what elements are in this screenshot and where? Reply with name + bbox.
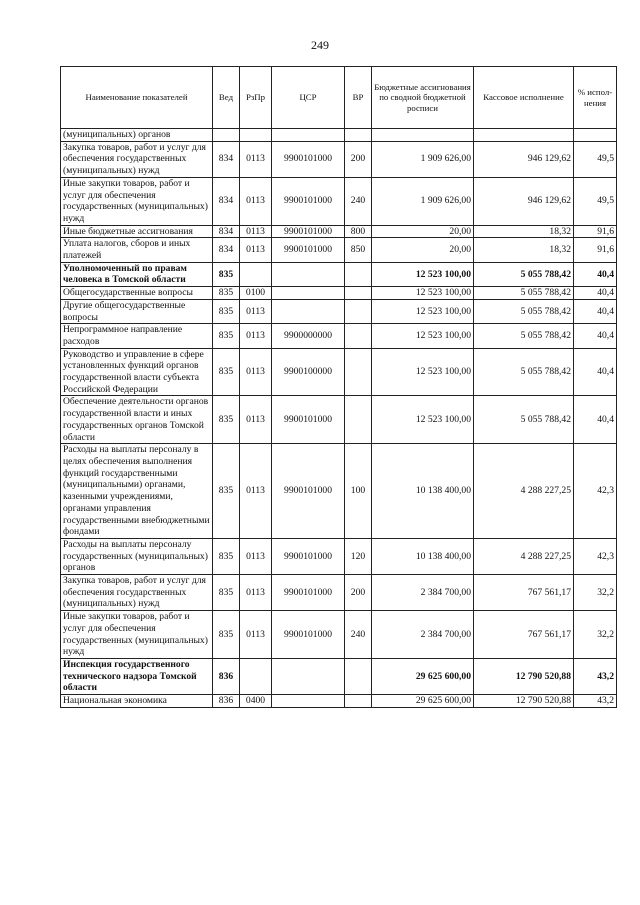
cell-rzpr: 0400 bbox=[240, 695, 272, 708]
cell-ved: 834 bbox=[213, 141, 240, 177]
cell-pct: 42,3 bbox=[574, 538, 617, 574]
cell-name: Национальная экономика bbox=[61, 695, 213, 708]
table-row bbox=[61, 611, 617, 659]
table-row bbox=[61, 575, 617, 611]
cell-cash: 12 790 520,88 bbox=[474, 658, 574, 694]
cell-csr: 9900101000 bbox=[272, 538, 345, 574]
cell-cash: 18,32 bbox=[474, 225, 574, 238]
header-ved: Вед bbox=[213, 67, 240, 129]
cell-cash: 5 055 788,42 bbox=[474, 299, 574, 323]
cell-cash: 5 055 788,42 bbox=[474, 348, 574, 396]
cell-budget: 10 138 400,00 bbox=[372, 444, 474, 539]
cell-rzpr: 0113 bbox=[240, 575, 272, 611]
cell-pct: 40,4 bbox=[574, 262, 617, 286]
cell-vr: 120 bbox=[345, 538, 372, 574]
cell-rzpr bbox=[240, 262, 272, 286]
header-pct: % испол-нения bbox=[574, 67, 617, 129]
cell-name: Общегосударственные вопросы bbox=[61, 287, 213, 300]
cell-rzpr: 0113 bbox=[240, 225, 272, 238]
cell-csr bbox=[272, 262, 345, 286]
cell-name: Иные закупки товаров, работ и услуг для обеспечения государственных (муниципальных) нужд bbox=[61, 611, 213, 659]
cell-ved: 835 bbox=[213, 299, 240, 323]
cell-vr bbox=[345, 658, 372, 694]
cell-vr: 240 bbox=[345, 177, 372, 225]
cell-pct: 42,3 bbox=[574, 444, 617, 539]
cell-rzpr: 0113 bbox=[240, 611, 272, 659]
cell-cash: 946 129,62 bbox=[474, 177, 574, 225]
cell-pct: 40,4 bbox=[574, 396, 617, 444]
cell-csr: 9900101000 bbox=[272, 141, 345, 177]
cell-rzpr bbox=[240, 658, 272, 694]
table-header-row bbox=[61, 67, 617, 129]
cell-name: Уплата налогов, сборов и иных платежей bbox=[61, 238, 213, 262]
cell-ved bbox=[213, 129, 240, 142]
cell-budget: 20,00 bbox=[372, 225, 474, 238]
cell-budget: 20,00 bbox=[372, 238, 474, 262]
cell-csr: 9900101000 bbox=[272, 238, 345, 262]
cell-cash: 5 055 788,42 bbox=[474, 262, 574, 286]
table-row bbox=[61, 396, 617, 444]
cell-budget bbox=[372, 129, 474, 142]
header-name: Наименование показателей bbox=[61, 67, 213, 129]
table-row bbox=[61, 262, 617, 286]
cell-rzpr: 0113 bbox=[240, 348, 272, 396]
cell-pct: 40,4 bbox=[574, 324, 617, 348]
cell-name: Закупка товаров, работ и услуг для обеспечения государственных (муниципальных) нужд bbox=[61, 141, 213, 177]
cell-name: Другие общегосударственные вопросы bbox=[61, 299, 213, 323]
cell-cash: 18,32 bbox=[474, 238, 574, 262]
cell-ved: 835 bbox=[213, 611, 240, 659]
table-row bbox=[61, 225, 617, 238]
cell-pct: 43,2 bbox=[574, 658, 617, 694]
table-row bbox=[61, 348, 617, 396]
cell-csr bbox=[272, 658, 345, 694]
cell-ved: 835 bbox=[213, 262, 240, 286]
cell-budget: 12 523 100,00 bbox=[372, 324, 474, 348]
cell-vr bbox=[345, 695, 372, 708]
cell-ved: 835 bbox=[213, 444, 240, 539]
table-row bbox=[61, 287, 617, 300]
cell-rzpr: 0113 bbox=[240, 396, 272, 444]
cell-ved: 834 bbox=[213, 238, 240, 262]
budget-execution-table bbox=[60, 66, 617, 708]
table-row bbox=[61, 299, 617, 323]
cell-ved: 835 bbox=[213, 575, 240, 611]
cell-budget: 12 523 100,00 bbox=[372, 299, 474, 323]
cell-rzpr: 0113 bbox=[240, 324, 272, 348]
cell-name: Непрограммное направление расходов bbox=[61, 324, 213, 348]
cell-ved: 836 bbox=[213, 658, 240, 694]
cell-budget: 29 625 600,00 bbox=[372, 658, 474, 694]
cell-cash: 767 561,17 bbox=[474, 611, 574, 659]
cell-ved: 835 bbox=[213, 324, 240, 348]
cell-ved: 835 bbox=[213, 538, 240, 574]
cell-csr: 9900100000 bbox=[272, 348, 345, 396]
cell-pct: 91,6 bbox=[574, 238, 617, 262]
header-vr: ВР bbox=[345, 67, 372, 129]
header-csr: ЦСР bbox=[272, 67, 345, 129]
cell-cash: 12 790 520,88 bbox=[474, 695, 574, 708]
cell-name: Иные бюджетные ассигнования bbox=[61, 225, 213, 238]
cell-csr bbox=[272, 695, 345, 708]
cell-csr bbox=[272, 299, 345, 323]
cell-budget: 1 909 626,00 bbox=[372, 141, 474, 177]
cell-name: Инспекция государственного технического надзора Томской области bbox=[61, 658, 213, 694]
cell-vr bbox=[345, 262, 372, 286]
cell-csr: 9900000000 bbox=[272, 324, 345, 348]
cell-vr: 100 bbox=[345, 444, 372, 539]
cell-rzpr: 0113 bbox=[240, 299, 272, 323]
table-row bbox=[61, 238, 617, 262]
cell-cash bbox=[474, 129, 574, 142]
cell-ved: 834 bbox=[213, 177, 240, 225]
cell-rzpr: 0100 bbox=[240, 287, 272, 300]
cell-ved: 834 bbox=[213, 225, 240, 238]
cell-ved: 835 bbox=[213, 348, 240, 396]
header-budget: Бюджетные ассигнования по сводной бюджетной росписи bbox=[372, 67, 474, 129]
cell-rzpr: 0113 bbox=[240, 444, 272, 539]
cell-budget: 12 523 100,00 bbox=[372, 262, 474, 286]
table-row bbox=[61, 695, 617, 708]
cell-cash: 946 129,62 bbox=[474, 141, 574, 177]
cell-name: Уполномоченный по правам человека в Томской области bbox=[61, 262, 213, 286]
cell-rzpr: 0113 bbox=[240, 538, 272, 574]
cell-csr: 9900101000 bbox=[272, 575, 345, 611]
cell-vr bbox=[345, 129, 372, 142]
cell-pct: 32,2 bbox=[574, 611, 617, 659]
cell-rzpr: 0113 bbox=[240, 141, 272, 177]
cell-pct: 49,5 bbox=[574, 141, 617, 177]
cell-rzpr: 0113 bbox=[240, 238, 272, 262]
cell-csr: 9900101000 bbox=[272, 444, 345, 539]
cell-vr: 800 bbox=[345, 225, 372, 238]
cell-name: Закупка товаров, работ и услуг для обеспечения государственных (муниципальных) нужд bbox=[61, 575, 213, 611]
cell-csr bbox=[272, 287, 345, 300]
header-cash: Кассовое исполнение bbox=[474, 67, 574, 129]
cell-ved: 835 bbox=[213, 396, 240, 444]
cell-pct: 40,4 bbox=[574, 348, 617, 396]
cell-budget: 12 523 100,00 bbox=[372, 396, 474, 444]
cell-vr bbox=[345, 287, 372, 300]
cell-pct: 40,4 bbox=[574, 299, 617, 323]
cell-pct: 32,2 bbox=[574, 575, 617, 611]
cell-name: Руководство и управление в сфере установленных функций органов государственной власти субъекта Российской Федерации bbox=[61, 348, 213, 396]
cell-name: Расходы на выплаты персоналу государственных (муниципальных) органов bbox=[61, 538, 213, 574]
cell-ved: 836 bbox=[213, 695, 240, 708]
header-rzpr: РзПр bbox=[240, 67, 272, 129]
cell-name: (муниципальных) органов bbox=[61, 129, 213, 142]
cell-budget: 2 384 700,00 bbox=[372, 575, 474, 611]
cell-vr bbox=[345, 324, 372, 348]
table-row bbox=[61, 177, 617, 225]
cell-csr bbox=[272, 129, 345, 142]
cell-vr: 240 bbox=[345, 611, 372, 659]
cell-budget: 12 523 100,00 bbox=[372, 348, 474, 396]
cell-pct: 40,4 bbox=[574, 287, 617, 300]
cell-cash: 5 055 788,42 bbox=[474, 287, 574, 300]
table-row bbox=[61, 129, 617, 142]
cell-cash: 4 288 227,25 bbox=[474, 538, 574, 574]
cell-budget: 12 523 100,00 bbox=[372, 287, 474, 300]
cell-budget: 1 909 626,00 bbox=[372, 177, 474, 225]
cell-cash: 4 288 227,25 bbox=[474, 444, 574, 539]
cell-vr bbox=[345, 348, 372, 396]
cell-csr: 9900101000 bbox=[272, 225, 345, 238]
cell-csr: 9900101000 bbox=[272, 611, 345, 659]
table-row bbox=[61, 141, 617, 177]
cell-vr: 200 bbox=[345, 141, 372, 177]
cell-vr: 850 bbox=[345, 238, 372, 262]
cell-pct: 49,5 bbox=[574, 177, 617, 225]
cell-csr: 9900101000 bbox=[272, 177, 345, 225]
cell-budget: 2 384 700,00 bbox=[372, 611, 474, 659]
table-row bbox=[61, 324, 617, 348]
cell-vr: 200 bbox=[345, 575, 372, 611]
cell-cash: 767 561,17 bbox=[474, 575, 574, 611]
cell-ved: 835 bbox=[213, 287, 240, 300]
page-number: 249 bbox=[311, 38, 329, 52]
cell-name: Обеспечение деятельности органов государственной власти и иных государственных органов Томской области bbox=[61, 396, 213, 444]
cell-csr: 9900101000 bbox=[272, 396, 345, 444]
cell-vr bbox=[345, 299, 372, 323]
cell-name: Расходы на выплаты персоналу в целях обеспечения выполнения функций государственными (муниципальными) органами, казенными учреждениями, органами управления государственными внебюджетными фондами bbox=[61, 444, 213, 539]
cell-rzpr bbox=[240, 129, 272, 142]
cell-name: Иные закупки товаров, работ и услуг для обеспечения государственных (муниципальных) нужд bbox=[61, 177, 213, 225]
cell-rzpr: 0113 bbox=[240, 177, 272, 225]
cell-pct bbox=[574, 129, 617, 142]
table-row bbox=[61, 444, 617, 539]
cell-cash: 5 055 788,42 bbox=[474, 396, 574, 444]
cell-cash: 5 055 788,42 bbox=[474, 324, 574, 348]
table-row bbox=[61, 658, 617, 694]
cell-pct: 91,6 bbox=[574, 225, 617, 238]
cell-budget: 10 138 400,00 bbox=[372, 538, 474, 574]
table-row bbox=[61, 538, 617, 574]
cell-vr bbox=[345, 396, 372, 444]
cell-budget: 29 625 600,00 bbox=[372, 695, 474, 708]
cell-pct: 43,2 bbox=[574, 695, 617, 708]
